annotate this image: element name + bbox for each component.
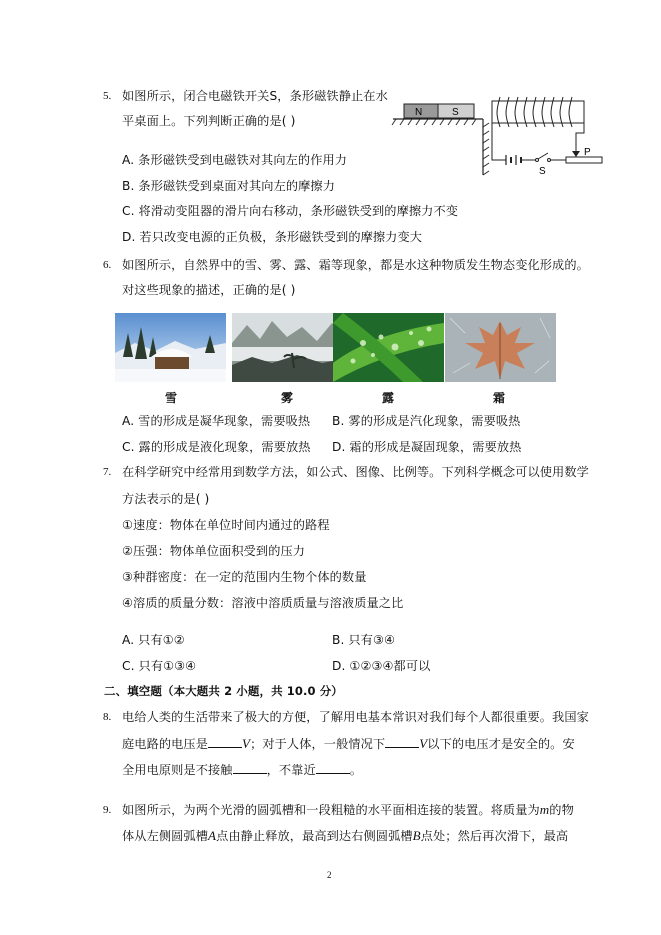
q6-option-a: A. 雪的形成是凝华现象，需要吸热 xyxy=(122,414,311,428)
q5-option-b: B. 条形磁铁受到桌面对其向左的摩擦力 xyxy=(122,179,336,193)
q6-option-c: C. 露的形成是液化现象，需要放热 xyxy=(122,440,311,454)
caption-snow: 雪 xyxy=(165,391,178,405)
q6-option-d: D. 霜的形成是凝固现象，需要放热 xyxy=(332,440,522,454)
electromagnet-figure xyxy=(388,93,618,178)
q9-stem-line1 xyxy=(122,801,574,818)
q8-stem-line1: 电给人类的生活带来了极大的方便，了解用电基本常识对我们每个人都很重要。我国家 xyxy=(122,710,589,724)
q8-blank-safe-voltage xyxy=(385,736,419,748)
q7-stem-line1: 在科学研究中经常用到数学方法，如公式、图像、比例等。下列科学概念可以使用数学 xyxy=(122,465,589,479)
q5-stem-line2: 平桌面上。下列判断正确的是( ) xyxy=(122,114,296,128)
magnet-s-label: S xyxy=(452,107,459,118)
q9-text-1b: 的物 xyxy=(549,803,574,817)
q8-text-3b: ，不靠近 xyxy=(266,763,316,777)
q5-number: 5. xyxy=(103,90,112,102)
switch-s-label: S xyxy=(539,166,546,177)
q9-number: 9. xyxy=(103,804,112,816)
caption-dew: 露 xyxy=(382,391,395,405)
q7-option-d: D. ①②③④都可以 xyxy=(332,659,431,673)
q7-item-3: ③种群密度：在一定的范围内生物个体的数量 xyxy=(122,570,367,584)
q5-option-d: D. 若只改变电源的正负极，条形磁铁受到的摩擦力变大 xyxy=(122,230,423,244)
q9-point-a: A xyxy=(208,828,217,843)
page-number: 2 xyxy=(327,870,332,880)
section-heading-fill-in: 二、填空题（本大题共 2 小题，共 10.0 分） xyxy=(104,684,343,698)
q6-stem-line1: 如图所示，自然界中的雪、雾、露、霜等现象，都是水这种物质发生物态变化形成的。 xyxy=(122,258,589,272)
q8-unit-1: V xyxy=(242,736,251,751)
fog-photo xyxy=(232,313,343,382)
q7-option-a: A. 只有①② xyxy=(122,633,185,647)
q6-stem-line2: 对这些现象的描述，正确的是( ) xyxy=(122,283,296,297)
caption-fog: 雾 xyxy=(281,391,294,405)
q9-text-2b: 点由静止释放，最高到达右侧圆弧槽 xyxy=(216,829,413,843)
q9-text-1a: 如图所示，为两个光滑的圆弧槽和一段粗糙的水平面相连接的装置。将质量为 xyxy=(122,803,540,817)
q9-point-b: B xyxy=(412,828,421,843)
q8-text-3a: 全用电原则是不接触 xyxy=(122,763,233,777)
dew-photo xyxy=(333,313,444,382)
q8-blank-not-touch xyxy=(233,762,267,774)
q8-blank-not-near xyxy=(316,762,350,774)
q7-option-c: C. 只有①③④ xyxy=(122,659,197,673)
q8-stem-line2 xyxy=(122,735,575,752)
q6-number: 6. xyxy=(103,259,112,271)
q5-stem-line1: 如图所示，闭合电磁铁开关S，条形磁铁静止在水 xyxy=(122,89,388,103)
q5-option-c: C. 将滑动变阻器的滑片向右移动，条形磁铁受到的摩擦力不变 xyxy=(122,204,459,218)
q9-text-2c: 点处；然后再次滑下，最高 xyxy=(420,829,569,843)
q7-item-1: ①速度：物体在单位时间内通过的路程 xyxy=(122,518,330,532)
q8-stem-line3 xyxy=(122,761,362,778)
q7-number: 7. xyxy=(103,466,112,478)
slider-p-label: P xyxy=(584,147,591,158)
q8-text-2b: ；对于人体，一般情况下 xyxy=(250,737,386,751)
q8-number: 8. xyxy=(103,711,112,723)
q7-item-4: ④溶质的质量分数：溶液中溶质质量与溶液质量之比 xyxy=(122,596,404,610)
q5-option-a: A. 条形磁铁受到电磁铁对其向左的作用力 xyxy=(122,153,348,167)
q8-blank-voltage xyxy=(208,736,242,748)
q9-text-2a: 体从左侧圆弧槽 xyxy=(122,829,209,843)
q8-text-3c: 。 xyxy=(349,763,363,777)
q6-option-b: B. 雾的形成是汽化现象，需要吸热 xyxy=(332,414,521,428)
q8-unit-2: V xyxy=(419,736,428,751)
magnet-n-label: N xyxy=(415,107,423,118)
frost-photo xyxy=(445,313,556,382)
q7-item-2: ②压强：物体单位面积受到的压力 xyxy=(122,544,306,558)
q7-stem-line2: 方法表示的是( ) xyxy=(122,492,210,506)
q7-option-b: B. 只有③④ xyxy=(332,633,396,647)
q8-text-2a: 庭电路的电压是 xyxy=(122,737,209,751)
q8-text-2c: 以下的电压才是安全的。安 xyxy=(427,737,575,751)
q9-mass-symbol: m xyxy=(539,802,550,817)
q9-stem-line2 xyxy=(122,827,568,844)
snow-photo xyxy=(115,313,226,382)
caption-frost: 霜 xyxy=(493,391,506,405)
